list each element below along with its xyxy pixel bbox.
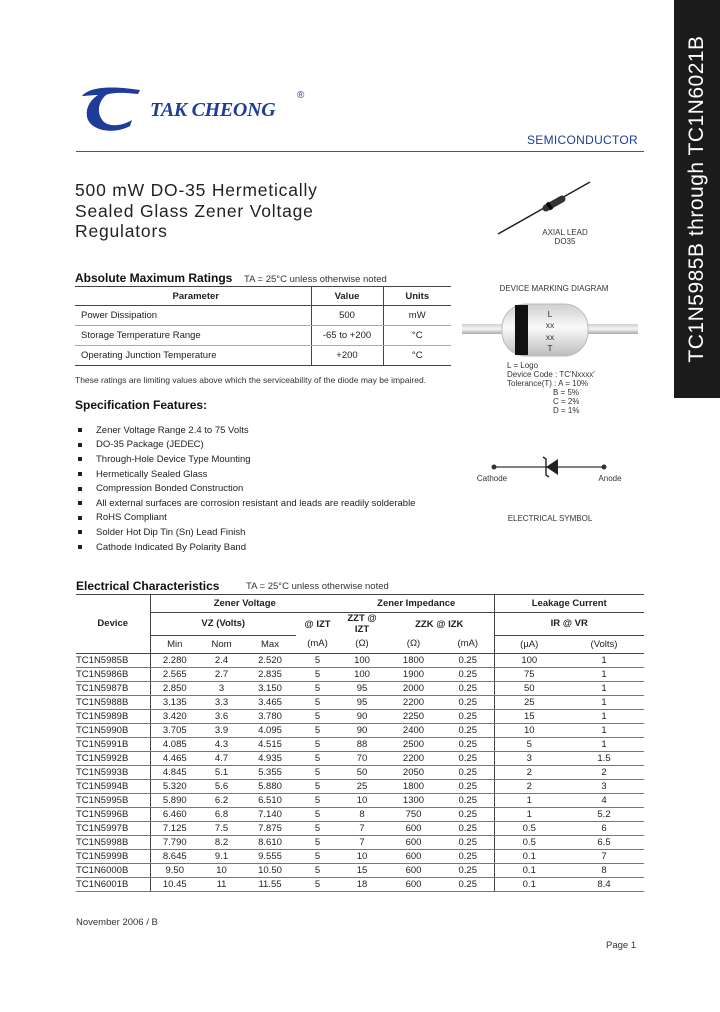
ec-cell: 0.25 [442, 751, 494, 765]
ec-cell: 100 [494, 653, 564, 667]
ec-cell: 0.1 [494, 877, 564, 891]
ec-cell: 2050 [385, 765, 442, 779]
ec-cell: 0.25 [442, 681, 494, 695]
amr-condition: TA = 25°C unless otherwise noted [244, 274, 387, 285]
ec-cell: 1 [564, 723, 644, 737]
ec-cell: 8.4 [564, 877, 644, 891]
table-row [76, 793, 644, 807]
ec-cell: 7 [339, 835, 385, 849]
cathode-label: Cathode [476, 474, 508, 483]
table-row [76, 695, 644, 709]
ec-cell: 3.780 [244, 709, 296, 723]
table-row [76, 807, 644, 821]
ec-cell: 5 [494, 737, 564, 751]
ec-cell: 25 [339, 779, 385, 793]
table-row [75, 306, 451, 326]
ec-cell: 6.8 [199, 807, 244, 821]
ec-cell: 6 [564, 821, 644, 835]
revision-date: November 2006 / B [76, 917, 158, 928]
features-list [78, 423, 415, 554]
ec-header-min: Min [150, 635, 199, 653]
feature-text: Through-Hole Device Type Mounting [96, 453, 251, 465]
ec-cell: 4.935 [244, 751, 296, 765]
ec-cell: 0.25 [442, 821, 494, 835]
tak-cheong-logo-icon [80, 84, 142, 132]
device-cell: TC1N5988B [76, 695, 150, 709]
ec-cell: 10 [199, 863, 244, 877]
ec-cell: 2.565 [150, 667, 199, 681]
device-cell: TC1N5986B [76, 667, 150, 681]
legend-line: Tolerance(T) : A = 10% [507, 379, 589, 388]
ec-cell: 3.6 [199, 709, 244, 723]
ec-cell: 10.45 [150, 877, 199, 891]
ec-header-zener-impedance: Zener Impedance [339, 595, 494, 613]
ec-cell: 4.465 [150, 751, 199, 765]
features-heading: Specification Features: [75, 398, 208, 412]
legend-line: C = 2% [553, 397, 580, 406]
ec-cell: 3 [494, 751, 564, 765]
ec-cell: 7.125 [150, 821, 199, 835]
list-item [78, 481, 415, 496]
ec-cell: 11.55 [244, 877, 296, 891]
ec-body [76, 653, 644, 891]
bullet-icon [78, 487, 82, 491]
ec-cell: 5 [296, 863, 339, 877]
ec-cell: 5 [296, 835, 339, 849]
ec-cell: 15 [494, 709, 564, 723]
ec-cell: 0.1 [494, 863, 564, 877]
ec-cell: 8 [339, 807, 385, 821]
marking-band-text: xx [545, 332, 555, 342]
ec-cell: 9.555 [244, 849, 296, 863]
ec-cell: 4.7 [199, 751, 244, 765]
table-row [76, 849, 644, 863]
amr-cell: °C [383, 346, 451, 366]
ec-cell: 5.2 [564, 807, 644, 821]
legend-line: D = 1% [553, 406, 580, 415]
amr-header-value: Value [311, 287, 383, 306]
ec-cell: 0.25 [442, 765, 494, 779]
bullet-icon [78, 472, 82, 476]
amr-cell: Power Dissipation [75, 306, 311, 326]
device-cell: TC1N5995B [76, 793, 150, 807]
bullet-icon [78, 501, 82, 505]
ec-cell: 4 [564, 793, 644, 807]
ec-cell: 9.1 [199, 849, 244, 863]
table-row [76, 709, 644, 723]
device-cell: TC1N5985B [76, 653, 150, 667]
ec-cell: 95 [339, 681, 385, 695]
title-line: 500 mW DO-35 Hermetically [75, 180, 318, 200]
ec-cell: 7 [339, 821, 385, 835]
ec-cell: 5 [296, 681, 339, 695]
anode-label: Anode [598, 474, 622, 483]
division-label: SEMICONDUCTOR [527, 133, 639, 147]
ec-cell: 8 [564, 863, 644, 877]
ec-cell: 1300 [385, 793, 442, 807]
ec-cell: 7.875 [244, 821, 296, 835]
feature-text: RoHS Compliant [96, 512, 167, 524]
device-cell: TC1N6000B [76, 863, 150, 877]
device-cell: TC1N5998B [76, 835, 150, 849]
ec-cell: 2 [494, 765, 564, 779]
ec-cell: 3.465 [244, 695, 296, 709]
list-item [78, 525, 415, 540]
feature-text: Compression Bonded Construction [96, 483, 244, 495]
amr-cell: Storage Temperature Range [75, 326, 311, 346]
title-line: Regulators [75, 221, 168, 241]
device-cell: TC1N6001B [76, 877, 150, 891]
amr-cell: -65 to +200 [311, 326, 383, 346]
marking-band-text: xx [545, 320, 555, 330]
ec-cell: 0.25 [442, 877, 494, 891]
ec-header-max: Max [244, 635, 296, 653]
ec-condition: TA = 25°C unless otherwise noted [246, 581, 389, 592]
ec-cell: 2.850 [150, 681, 199, 695]
ec-cell: 5 [296, 751, 339, 765]
bullet-icon [78, 516, 82, 520]
amr-cell: 500 [311, 306, 383, 326]
list-item [78, 423, 415, 438]
feature-text: Zener Voltage Range 2.4 to 75 Volts [96, 424, 249, 436]
table-row [76, 751, 644, 765]
ec-cell: 5 [296, 779, 339, 793]
feature-text: Hermetically Sealed Glass [96, 468, 208, 480]
ec-cell: 50 [494, 681, 564, 695]
marking-band-text: T [547, 343, 553, 353]
ec-header-zzk: ZZK @ IZK [415, 618, 464, 630]
amr-cell: +200 [311, 346, 383, 366]
registered-mark: ® [297, 90, 305, 101]
table-row [76, 877, 644, 891]
ec-cell: 1 [564, 653, 644, 667]
ec-cell: 50 [339, 765, 385, 779]
ec-cell: 2250 [385, 709, 442, 723]
ec-cell: 0.25 [442, 793, 494, 807]
ec-cell: 5 [296, 821, 339, 835]
device-cell: TC1N5992B [76, 751, 150, 765]
ec-cell: 2000 [385, 681, 442, 695]
header-rule [76, 151, 644, 152]
ec-header-ohm: (Ω) [339, 635, 385, 653]
ec-cell: 1800 [385, 653, 442, 667]
ec-header-zener-voltage: Zener Voltage [150, 595, 339, 613]
package-label-2: DO35 [554, 237, 576, 246]
ec-cell: 1 [564, 681, 644, 695]
amr-note: These ratings are limiting values above which the serviceability of the diode may be impaired. [75, 375, 427, 385]
ec-cell: 2.7 [199, 667, 244, 681]
ec-cell: 0.25 [442, 807, 494, 821]
ec-cell: 0.25 [442, 653, 494, 667]
ec-cell: 100 [339, 653, 385, 667]
ec-cell: 0.25 [442, 695, 494, 709]
ec-cell: 1 [494, 807, 564, 821]
ec-table [76, 594, 644, 892]
ec-cell: 6.510 [244, 793, 296, 807]
list-item [78, 452, 415, 467]
ec-cell: 3.705 [150, 723, 199, 737]
ec-cell: 5.320 [150, 779, 199, 793]
ec-cell: 8.610 [244, 835, 296, 849]
marking-legend [507, 361, 595, 415]
ec-cell: 5 [296, 667, 339, 681]
table-row [75, 346, 451, 366]
ec-cell: 0.25 [442, 849, 494, 863]
ec-cell: 10 [339, 793, 385, 807]
ec-cell: 1.5 [564, 751, 644, 765]
ec-cell: 1 [564, 709, 644, 723]
ec-cell: 5.890 [150, 793, 199, 807]
ec-cell: 3.3 [199, 695, 244, 709]
legend-line: Device Code : TC'Nxxxx' [507, 370, 595, 379]
table-row [76, 667, 644, 681]
device-cell: TC1N5989B [76, 709, 150, 723]
ec-cell: 5 [296, 723, 339, 737]
ec-cell: 88 [339, 737, 385, 751]
ec-cell: 5 [296, 765, 339, 779]
page-title [75, 180, 375, 242]
device-cell: TC1N5987B [76, 681, 150, 695]
device-cell: TC1N5999B [76, 849, 150, 863]
ec-cell: 2.4 [199, 653, 244, 667]
ec-cell: 7.5 [199, 821, 244, 835]
ec-cell: 5.1 [199, 765, 244, 779]
ec-cell: 3.420 [150, 709, 199, 723]
legend-line: B = 5% [553, 388, 580, 397]
feature-text: Cathode Indicated By Polarity Band [96, 541, 246, 553]
feature-text: All external surfaces are corrosion resistant and leads are readily solderable [96, 497, 416, 509]
ec-cell: 90 [339, 723, 385, 737]
amr-cell: mW [383, 306, 451, 326]
ec-heading: Electrical Characteristics [76, 579, 220, 593]
device-cell: TC1N5994B [76, 779, 150, 793]
table-row [76, 737, 644, 751]
ec-header-nom: Nom [199, 635, 244, 653]
ec-cell: 0.25 [442, 779, 494, 793]
ec-cell: 3 [564, 779, 644, 793]
ec-cell: 10 [339, 849, 385, 863]
table-row [75, 326, 451, 346]
list-item [78, 540, 415, 555]
bullet-icon [78, 428, 82, 432]
ec-cell: 4.085 [150, 737, 199, 751]
table-row [76, 723, 644, 737]
ec-cell: 18 [339, 877, 385, 891]
legend-line: L = Logo [507, 361, 539, 370]
ec-cell: 10 [494, 723, 564, 737]
ec-cell: 2 [494, 779, 564, 793]
ec-cell: 4.845 [150, 765, 199, 779]
list-item [78, 496, 415, 511]
ec-cell: 5 [296, 653, 339, 667]
ec-cell: 0.5 [494, 821, 564, 835]
table-row [76, 835, 644, 849]
ec-cell: 5 [296, 695, 339, 709]
ec-cell: 2.520 [244, 653, 296, 667]
ec-cell: 0.25 [442, 863, 494, 877]
ec-cell: 5.355 [244, 765, 296, 779]
ec-cell: 0.5 [494, 835, 564, 849]
amr-header-units: Units [383, 287, 451, 306]
feature-text: Solder Hot Dip Tin (Sn) Lead Finish [96, 526, 246, 538]
table-row [76, 765, 644, 779]
bullet-icon [78, 443, 82, 447]
ec-cell: 9.50 [150, 863, 199, 877]
ec-cell: 75 [494, 667, 564, 681]
ec-cell: 95 [339, 695, 385, 709]
ec-cell: 6.460 [150, 807, 199, 821]
amr-header-parameter: Parameter [75, 287, 311, 306]
ec-cell: 750 [385, 807, 442, 821]
title-line: Sealed Glass Zener Voltage [75, 200, 314, 221]
ec-cell: 0.25 [442, 667, 494, 681]
ec-cell: 4.515 [244, 737, 296, 751]
ec-header-vz: VZ (Volts) [150, 613, 296, 636]
ec-cell: 1900 [385, 667, 442, 681]
table-row [76, 653, 644, 667]
ec-cell: 8.2 [199, 835, 244, 849]
ec-cell: 90 [339, 709, 385, 723]
bullet-icon [78, 530, 82, 534]
ec-cell: 5 [296, 793, 339, 807]
ec-cell: 0.25 [442, 709, 494, 723]
ec-cell: 600 [385, 863, 442, 877]
ec-cell: 7.790 [150, 835, 199, 849]
ec-cell: 11 [199, 877, 244, 891]
ec-cell: 600 [385, 849, 442, 863]
feature-text: DO-35 Package (JEDEC) [96, 439, 204, 451]
part-range: TC1N5985B through TC1N6021B [685, 35, 708, 363]
ec-cell: 6.2 [199, 793, 244, 807]
ec-cell: 0.25 [442, 723, 494, 737]
ec-cell: 1800 [385, 779, 442, 793]
list-item [78, 467, 415, 482]
ec-cell: 2500 [385, 737, 442, 751]
ec-header-izt: @ IZT [304, 618, 331, 630]
ec-cell: 7.140 [244, 807, 296, 821]
package-label-1: AXIAL LEAD [542, 228, 588, 237]
ec-cell: 1 [564, 695, 644, 709]
ec-cell: 2.835 [244, 667, 296, 681]
marking-band-text: L [547, 309, 553, 319]
device-cell: TC1N5990B [76, 723, 150, 737]
ec-cell: 600 [385, 877, 442, 891]
bullet-icon [78, 545, 82, 549]
list-item [78, 438, 415, 453]
device-cell: TC1N5997B [76, 821, 150, 835]
ec-header-leakage: Leakage Current [494, 595, 644, 613]
ec-cell: 3.150 [244, 681, 296, 695]
ec-header-device: Device [76, 595, 150, 654]
ec-cell: 0.1 [494, 849, 564, 863]
ec-cell: 2.280 [150, 653, 199, 667]
ec-cell: 0.25 [442, 737, 494, 751]
ec-cell: 0.25 [442, 835, 494, 849]
table-row [76, 863, 644, 877]
page-number: Page 1 [606, 940, 637, 951]
ec-cell: 3.135 [150, 695, 199, 709]
ec-header-ua: (µA) [494, 635, 564, 653]
ec-cell: 5.880 [244, 779, 296, 793]
ec-header-zzt: ZZT @ IZT [347, 613, 377, 635]
marking-title: DEVICE MARKING DIAGRAM [499, 284, 609, 293]
device-cell: TC1N5996B [76, 807, 150, 821]
ec-cell: 25 [494, 695, 564, 709]
ec-cell: 4.095 [244, 723, 296, 737]
ec-cell: 70 [339, 751, 385, 765]
bullet-icon [78, 457, 82, 461]
ec-cell: 2200 [385, 695, 442, 709]
amr-table [75, 286, 451, 366]
table-row [76, 681, 644, 695]
symbol-title: ELECTRICAL SYMBOL [507, 514, 593, 523]
ec-cell: 5 [296, 807, 339, 821]
ec-cell: 5 [296, 877, 339, 891]
ec-cell: 2200 [385, 751, 442, 765]
ec-cell: 5 [296, 737, 339, 751]
ec-cell: 15 [339, 863, 385, 877]
ec-cell: 5 [296, 849, 339, 863]
ec-cell: 10.50 [244, 863, 296, 877]
list-item [78, 511, 415, 526]
ec-header-ohm: (Ω) [385, 635, 442, 653]
table-row [76, 821, 644, 835]
ec-header-ir: IR @ VR [494, 613, 644, 636]
ec-cell: 1 [494, 793, 564, 807]
ec-cell: 2 [564, 765, 644, 779]
amr-cell: Operating Junction Temperature [75, 346, 311, 366]
amr-cell: °C [383, 326, 451, 346]
side-banner [674, 0, 720, 398]
ec-cell: 100 [339, 667, 385, 681]
device-cell: TC1N5993B [76, 765, 150, 779]
ec-cell: 6.5 [564, 835, 644, 849]
ec-cell: 7 [564, 849, 644, 863]
ec-header-ma: (mA) [442, 635, 494, 653]
ec-cell: 2400 [385, 723, 442, 737]
ec-cell: 600 [385, 835, 442, 849]
ec-cell: 3 [199, 681, 244, 695]
ec-header-ma: (mA) [296, 635, 339, 653]
ec-cell: 4.3 [199, 737, 244, 751]
ec-cell: 8.645 [150, 849, 199, 863]
amr-heading: Absolute Maximum Ratings [75, 271, 233, 285]
ec-header-volts: (Volts) [564, 635, 644, 653]
ec-cell: 1 [564, 667, 644, 681]
device-cell: TC1N5991B [76, 737, 150, 751]
ec-cell: 600 [385, 821, 442, 835]
ec-cell: 5 [296, 709, 339, 723]
ec-cell: 5.6 [199, 779, 244, 793]
ec-cell: 3.9 [199, 723, 244, 737]
ec-cell: 1 [564, 737, 644, 751]
table-row [76, 779, 644, 793]
company-name: TAK CHEONG [150, 99, 276, 121]
